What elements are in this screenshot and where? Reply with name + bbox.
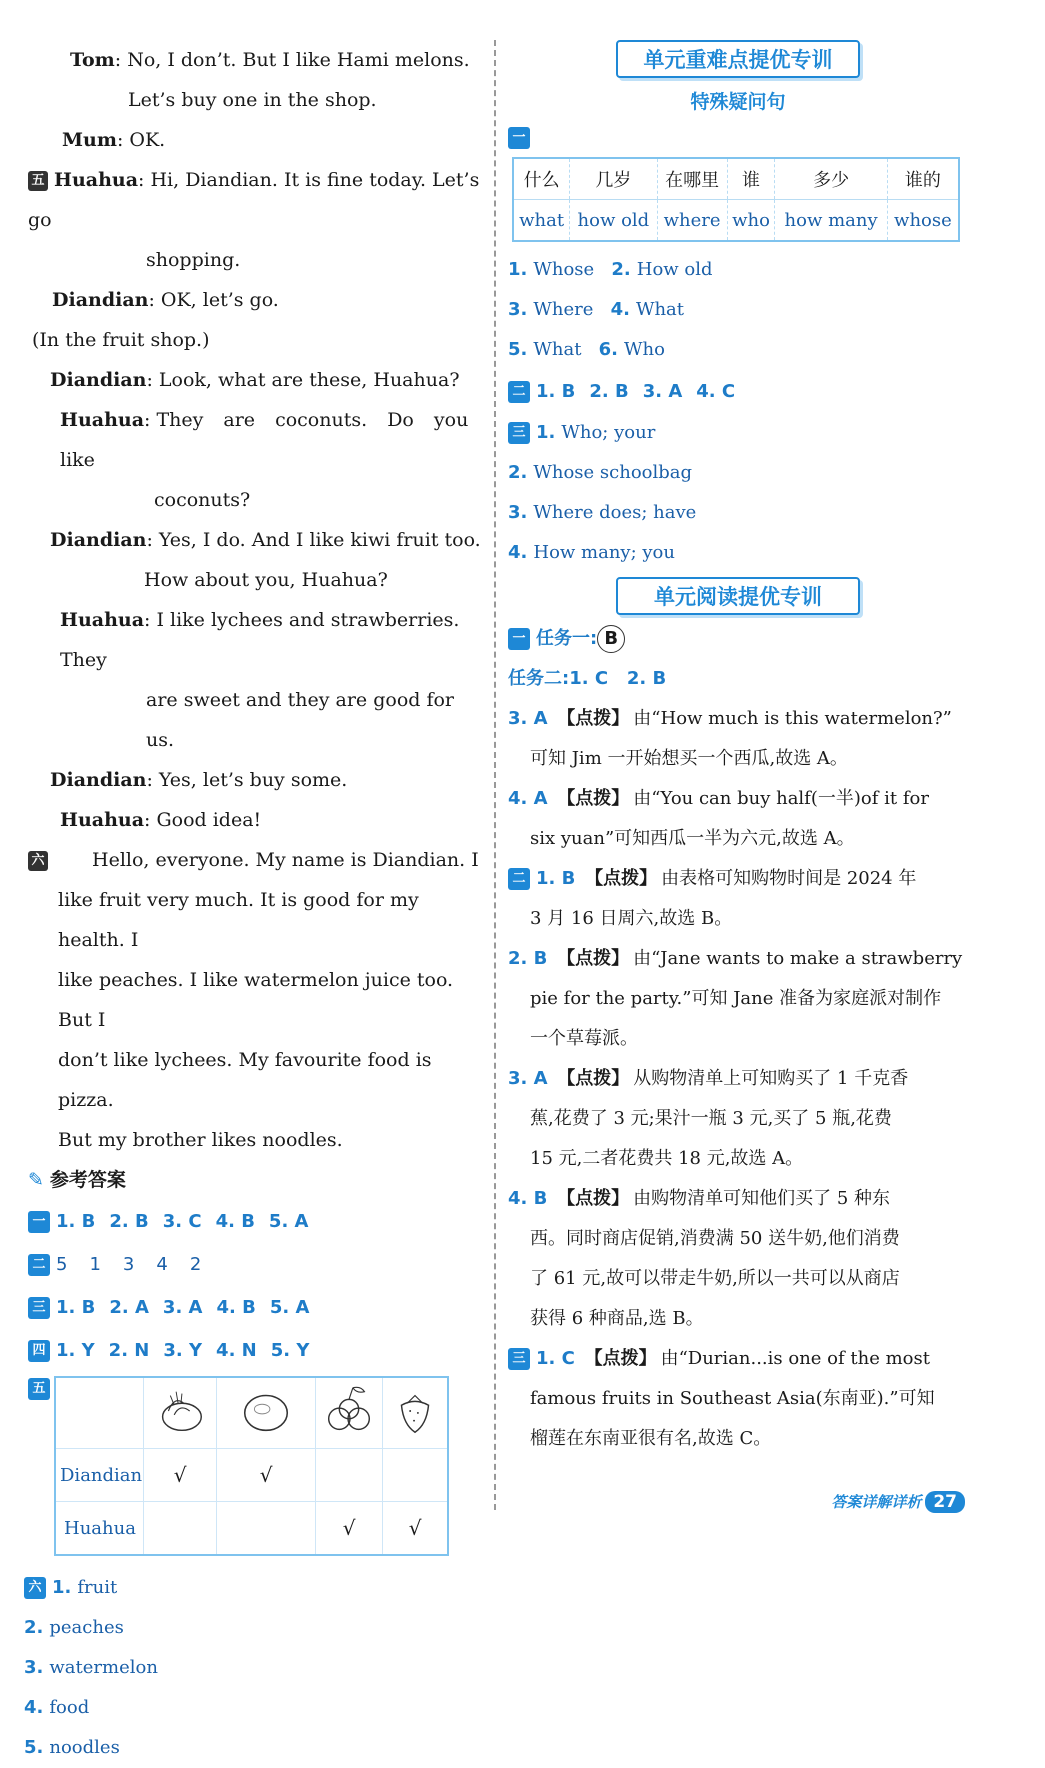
- fruit-icon-row: [55, 1377, 448, 1449]
- coconut-icon: [144, 1377, 217, 1449]
- explanation: 4. A 【点拨】 由“You can buy half(一半)of it for: [508, 788, 929, 809]
- answer-line: 六 1. fruit: [24, 1568, 488, 1608]
- explanation: 三 1. C 【点拨】 由“Durian...is one of the most: [508, 1339, 968, 1379]
- passage-line: 六 Hello, everyone. My name is Diandian. I: [28, 840, 488, 880]
- explanation-line: 可知 Jim 一开始想买一个西瓜,故选 A。: [530, 748, 848, 769]
- dialog-line: Tom: No, I don’t. But I like Hami melons.: [70, 49, 470, 71]
- footer-label: 答案详解详析: [831, 1493, 922, 1511]
- passage-line: But my brother likes noodles.: [58, 1129, 343, 1151]
- lychee-icon: [316, 1377, 383, 1449]
- answer-row-3: 三 1. B 2. A 3. A 4. B 5. A: [28, 1286, 488, 1329]
- section-title: 单元重难点提优专训: [616, 40, 860, 78]
- explanation-line: 蕉,花费了 3 元;果汁一瓶 3 元,买了 5 瓶,花费: [530, 1108, 892, 1129]
- answer-line: 4. How many; you: [508, 542, 675, 563]
- section-title: 单元阅读提优专训: [616, 577, 860, 615]
- check-cell: √: [144, 1449, 217, 1502]
- section-badge: 二: [508, 381, 530, 403]
- answer-line: 3. Where does; have: [508, 502, 697, 523]
- dialog-line: (In the fruit shop.): [32, 329, 210, 351]
- section-badge: 三: [508, 422, 530, 444]
- question-word-table: [512, 157, 960, 242]
- explanation: 4. B 【点拨】 由购物清单可知他们买了 5 种东: [508, 1188, 890, 1209]
- answer-row: 二 1. B 2. B 3. A 4. C: [508, 370, 968, 413]
- dialog-line: Mum: OK.: [62, 129, 166, 151]
- page-number: 27: [925, 1491, 965, 1513]
- explanation-line: pie for the party.”可知 Jane 准备为家庭派对制作: [530, 988, 942, 1009]
- dialog-2: [28, 160, 488, 840]
- answer-line: 1. Whose 2. How old: [508, 259, 713, 280]
- answer-line: 3. Where 4. What: [508, 299, 684, 320]
- strawberry-icon: [383, 1377, 449, 1449]
- answer-line: 3. watermelon: [24, 1657, 158, 1678]
- explanation-line: famous fruits in Southeast Asia(东南亚).”可知: [530, 1388, 935, 1409]
- dialog-line: Let’s buy one in the shop.: [128, 89, 377, 111]
- explanation-line: 3 月 16 日周六,故选 B。: [530, 908, 733, 929]
- check-cell: √: [383, 1502, 449, 1556]
- section-badge: 三: [28, 1297, 50, 1319]
- answer-row-1: 一 1. B 2. B 3. C 4. B 5. A: [28, 1200, 488, 1243]
- task-2: 任务二:1. C 2. B: [508, 668, 667, 689]
- section-badge: 一: [508, 127, 530, 149]
- section-badge: 六: [28, 851, 48, 871]
- section-badge: 六: [24, 1577, 46, 1599]
- table-row: Huahua √ √: [55, 1502, 448, 1556]
- passage-line: like fruit very much. It is good for my health. I: [58, 889, 419, 951]
- section-badge: 三: [508, 1348, 530, 1370]
- table-row: 什么 几岁 在哪里 谁 多少 谁的: [513, 158, 959, 200]
- left-column: [24, 40, 488, 1768]
- answer-line: 4. food: [24, 1697, 90, 1718]
- column-divider: [494, 40, 496, 1510]
- section-badge: 五: [28, 1378, 50, 1400]
- answer-line: 2. peaches: [24, 1617, 124, 1638]
- dialog-line: are sweet and they are good for us.: [146, 689, 455, 751]
- section-badge: 一: [508, 628, 530, 650]
- table-row: what how old where who how many whose: [513, 200, 959, 242]
- explanation-line: six yuan”可知西瓜一半为六元,故选 A。: [530, 828, 855, 849]
- explanation: 二 1. B 【点拨】 由表格可知购物时间是 2024 年: [508, 859, 968, 899]
- section-badge: 一: [28, 1211, 50, 1233]
- dialog-line: Diandian: Yes, I do. And I like kiwi fruit too.: [50, 529, 481, 551]
- section-badge: 二: [28, 1254, 50, 1276]
- section-badge: 五: [28, 171, 48, 191]
- dialog-line: Huahua: They are coconuts. Do you like: [60, 409, 469, 471]
- answer-line: 5. noodles: [24, 1737, 120, 1758]
- explanation-line: 一个草莓派。: [530, 1028, 638, 1049]
- pen-icon: ✎: [28, 1169, 44, 1191]
- check-cell: [383, 1449, 449, 1502]
- explanation: 3. A 【点拨】 从购物清单上可知购买了 1 千克香: [508, 1068, 909, 1089]
- check-cell: [316, 1449, 383, 1502]
- section-badge: 四: [28, 1340, 50, 1362]
- check-cell: [217, 1502, 316, 1556]
- explanation-line: 榴莲在东南亚很有名,故选 C。: [530, 1428, 772, 1449]
- passage-line: don’t like lychees. My favourite food is pizza.: [58, 1049, 432, 1111]
- passage: [28, 840, 488, 1160]
- dialog-line: shopping.: [146, 249, 241, 271]
- explanation-line: 西。同时商店促销,消费满 50 送牛奶,他们消费: [530, 1228, 900, 1249]
- page-footer: [831, 1490, 965, 1513]
- explanation: 2. B 【点拨】 由“Jane wants to make a strawberry: [508, 948, 963, 969]
- right-column: [508, 40, 968, 1459]
- section-badge: 二: [508, 868, 530, 890]
- check-cell: √: [316, 1502, 383, 1556]
- fruit-table: [54, 1376, 449, 1556]
- dialog-1: [28, 40, 488, 160]
- explanation-line: 15 元,二者花费共 18 元,故选 A。: [530, 1148, 804, 1169]
- answer-row-2: 二 5 1 3 4 2: [28, 1243, 488, 1286]
- answer-line: 2. Whose schoolbag: [508, 462, 693, 483]
- table-row: Diandian √ √: [55, 1449, 448, 1502]
- dialog-line: Huahua: I like lychees and strawberries. They: [60, 609, 460, 671]
- circled-answer: B: [597, 625, 625, 653]
- answer-row-4: 四 1. Y 2. N 3. Y 4. N 5. Y: [28, 1329, 488, 1372]
- check-cell: [144, 1502, 217, 1556]
- explanation-line: 获得 6 种商品,选 B。: [530, 1308, 704, 1329]
- explanation-line: 了 61 元,故可以带走牛奶,所以一共可以从商店: [530, 1268, 900, 1289]
- dialog-line: Diandian: Look, what are these, Huahua?: [50, 369, 460, 391]
- answer-line: 三 1. Who; your: [508, 413, 968, 453]
- kiwi-icon: [217, 1377, 316, 1449]
- section-subtitle: 特殊疑问句: [690, 91, 786, 113]
- dialog-line: 五 Huahua: Hi, Diandian. It is fine today. Let’s go: [28, 169, 480, 231]
- dialog-line: How about you, Huahua?: [144, 569, 388, 591]
- dialog-line: Diandian: Yes, let’s buy some.: [50, 769, 348, 791]
- dialog-line: Diandian: OK, let’s go.: [52, 289, 279, 311]
- dialog-line: Huahua: Good idea!: [60, 809, 262, 831]
- check-cell: √: [217, 1449, 316, 1502]
- dialog-line: coconuts?: [154, 489, 251, 511]
- reference-answers-heading: ✎ 参考答案: [28, 1169, 126, 1191]
- passage-line: like peaches. I like watermelon juice too. But I: [58, 969, 454, 1031]
- task-1: 一 任务一: B: [508, 619, 968, 659]
- section6-answers: [24, 1568, 488, 1768]
- fruit-table-section: [28, 1376, 488, 1556]
- explanation: 3. A 【点拨】 由“How much is this watermelon?”: [508, 708, 952, 729]
- answer-line: 5. What 6. Who: [508, 339, 665, 360]
